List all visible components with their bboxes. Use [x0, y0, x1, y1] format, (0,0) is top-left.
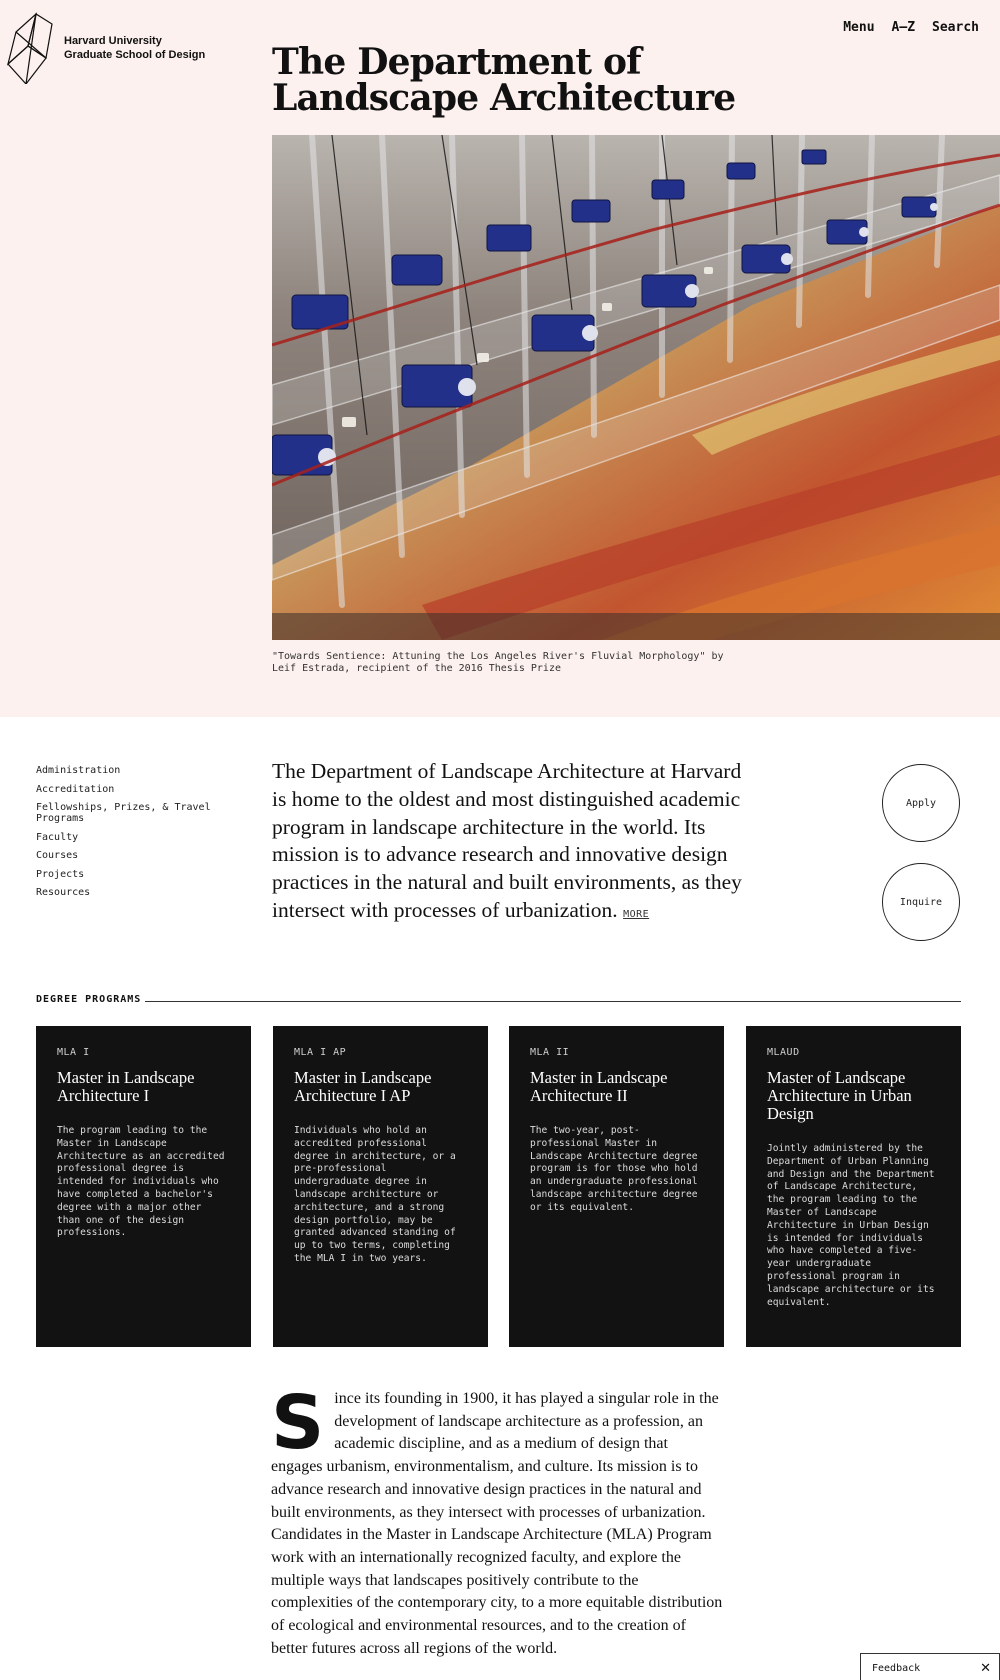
sidebar-item-resources[interactable]: Resources [36, 887, 91, 898]
program-description: The two-year, post-professional Master in Landscape Architecture degree program is for those who hold an undergraduate professional landscape architecture degree or its equivalent. [530, 1125, 698, 1213]
page-title [272, 41, 792, 119]
hero-image [272, 135, 1000, 640]
sidebar-item-administration[interactable]: Administration [36, 765, 121, 776]
sidebar-item-courses[interactable]: Courses [36, 850, 79, 861]
sidebar-item-projects[interactable]: Projects [36, 868, 85, 880]
feedback-close-icon[interactable]: ✕ [980, 1661, 991, 1676]
program-card-mla-ii[interactable] [509, 1026, 724, 1347]
sidebar-item-faculty[interactable]: Faculty [36, 831, 79, 843]
gsd-logo-icon [6, 12, 54, 84]
top-navigation [843, 20, 979, 35]
department-sidebar [36, 765, 226, 906]
program-card-mlaud[interactable] [746, 1026, 961, 1347]
program-code: MLAUD [767, 1047, 800, 1058]
logo-line-school: Graduate School of Design [64, 49, 206, 61]
hero-caption: "Towards Sentience: Attuning the Los Angeles River's Fluvial Morphology" by Leif Estrada, recipient of the 2016 Thesis Prize [272, 651, 724, 674]
gsd-logo-link[interactable] [6, 12, 205, 84]
program-code: MLA II [530, 1047, 570, 1058]
page-title-line-2: Landscape Architecture [272, 77, 736, 119]
heading-rule [145, 1001, 961, 1002]
more-link[interactable]: MORE [623, 908, 650, 920]
feedback-widget [860, 1653, 1000, 1680]
program-title: Master in Landscape Architecture I AP [294, 1068, 432, 1105]
a-z-link[interactable]: A–Z [891, 20, 916, 35]
program-description: Individuals who hold an accredited professional degree in architecture, or a pre-professional undergraduate degree in landscape architecture or architecture, and a strong design portfolio, may be granted advanced standing of up to two terms, completing the MLA I in two years. [294, 1125, 456, 1264]
degree-programs-label: DEGREE PROGRAMS [36, 994, 142, 1005]
drop-cap: S [271, 1380, 325, 1466]
feedback-button[interactable]: Feedback [872, 1663, 921, 1674]
degree-programs-heading [36, 994, 961, 1005]
logo-line-university: Harvard University [64, 35, 162, 47]
hero-section [0, 0, 1000, 717]
intro-text: The Department of Landscape Architecture at Harvard is home to the oldest and most distinguished academic program in landscape architecture in the world. Its mission is to advance research and innovative design practices in the natural and built environments, as they intersect with processes of urbanization. [272, 759, 742, 922]
program-title: Master in Landscape Architecture II [530, 1068, 668, 1105]
hero-photo-graphic [272, 135, 1000, 640]
logo-text [64, 34, 205, 62]
sidebar-item-fellowships[interactable]: Fellowships, Prizes, & Travel Programs [36, 802, 211, 824]
page-title-line-1: The Department of [272, 41, 641, 83]
history-text: ince its founding in 1900, it has played a singular role in the development of landscape architecture as a profession, an academic discipline, and as a medium of design that engages urbanism, environmentalism, and culture. Its mission is to advance research and innovative design practices in the natural and built environments, as they intersect with processes of urbanization. Candidates in the Master in Landscape Architecture (MLA) Program work with an internationally recognized faculty, and explore the multiple ways that landscapes positively contribute to the complexities of the contemporary city, to a more equitable distribution of ecological and environmental resources, and to the creation of better futures across all regions of the world. [271, 1390, 723, 1657]
program-description: Jointly administered by the Department of Urban Planning and Design and the Department of Landscape Architecture, the program leading to the Master of Landscape Architecture in Urban Design is intended for individuals who have completed a five-year undergraduate professional program in landscape architecture or its equivalent. [767, 1143, 935, 1308]
program-description: The program leading to the Master in Landscape Architecture as an accredited professional degree is intended for individuals who have completed a bachelor's degree with a major other than one of the design professions. [57, 1125, 225, 1239]
program-card-mla-i[interactable] [36, 1026, 251, 1347]
apply-button[interactable]: Apply [882, 764, 960, 842]
program-code: MLA I [57, 1047, 90, 1058]
program-card-mla-i-ap[interactable] [273, 1026, 488, 1347]
sidebar-item-accreditation[interactable]: Accreditation [36, 783, 115, 795]
program-code: MLA I AP [294, 1047, 347, 1058]
inquire-button[interactable]: Inquire [882, 863, 960, 941]
menu-link[interactable]: Menu [843, 20, 875, 35]
program-title: Master of Landscape Architecture in Urban Design [767, 1068, 912, 1123]
history-paragraph [271, 1380, 723, 1660]
program-title: Master in Landscape Architecture I [57, 1068, 195, 1105]
intro-paragraph [272, 758, 742, 929]
search-link[interactable]: Search [932, 20, 979, 35]
